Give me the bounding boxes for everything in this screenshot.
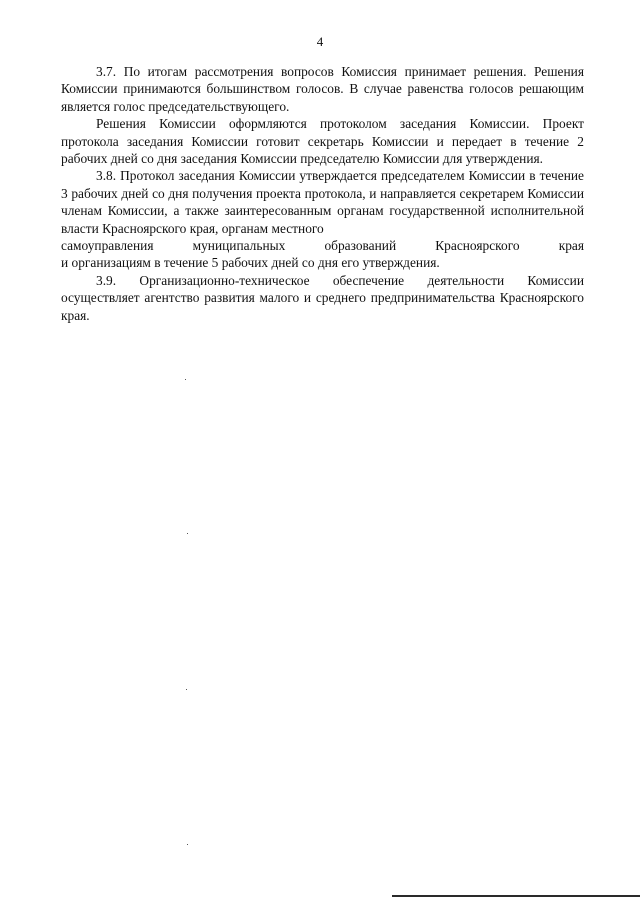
paragraph-3-7-protocol: Решения Комиссии оформляются протоколом заседания Комиссии. Проект протокола заседания Комиссии готовит секретарь Комиссии и передает в течение 2 рабочих дней со дня заседания Комиссии председателю Комиссии для утверждения. (61, 116, 584, 167)
paragraph-3-8 (61, 167, 584, 271)
scan-speck (187, 533, 188, 534)
paragraph-3-7: 3.7. По итогам рассмотрения вопросов Комиссия принимает решения. Решения Комиссии принимаются большинством голосов. В случае равенства голосов решающим является голос председательствующего. (61, 64, 584, 114)
document-body (61, 63, 584, 324)
scan-speck (185, 379, 186, 380)
paragraph-3-8-spread-line: самоуправления муниципальных образований Красноярского края (61, 238, 584, 254)
page-number: 4 (316, 34, 324, 49)
paragraph-3-9: 3.9. Организационно-техническое обеспечение деятельности Комиссии осуществляет агентство развития малого и среднего предпринимательства Красноярского края. (61, 272, 584, 323)
scan-speck (186, 689, 187, 690)
paragraph-3-8-tail: и организациям в течение 5 рабочих дней со дня его утверждения. (61, 255, 440, 271)
scan-speck (187, 844, 188, 845)
paragraph-3-8-lead: 3.8. Протокол заседания Комиссии утверждается председателем Комиссии в течение 3 рабочих дней со дня получения проекта протокола, и направляется секретарем Комиссии членам Комиссии, а также заинтересованным органам государственной исполнительной власти Красноярского края, органам местного (61, 168, 584, 236)
scan-edge-line (392, 895, 640, 897)
